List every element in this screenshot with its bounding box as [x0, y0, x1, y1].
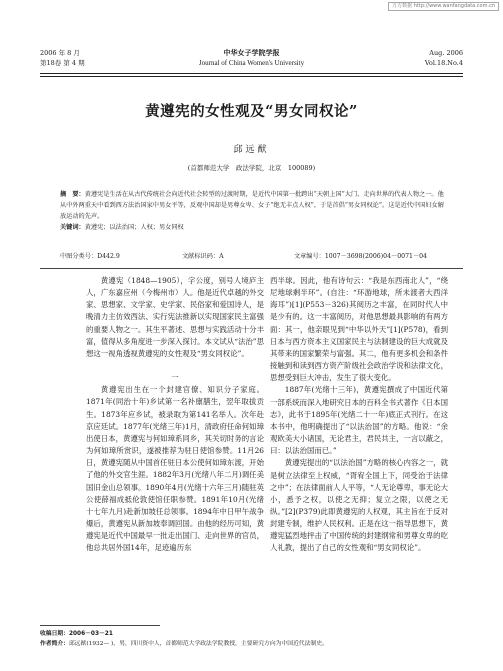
header-date: 2006 年 8 月 [40, 49, 80, 57]
author-affiliation: (首都师范大学 政法学院，北京 100089) [187, 164, 316, 172]
left-column [86, 275, 264, 554]
paper-title: 黄遵宪的女性观及“男女同权论” [145, 103, 358, 120]
clc-number: 中图分类号：D442.9 [60, 253, 120, 260]
right-column [270, 275, 448, 555]
author-bio-text: 邱远猷(1932— )，男，四川资中人，首都师范大学政法学院教授，主要研究方向为中国近代法制史。 [69, 641, 328, 647]
keywords [60, 222, 445, 233]
doc-code: 文献标识码：A [181, 253, 224, 260]
journal-name-cn: 中华女子学院学报 [223, 48, 280, 57]
paragraph: 黄遵宪提出的“以法治国”方略的核心内容之一，就是树立法律至上权威，“胥宥全国上下，同受治于法律之中”；在法律面前人人平等，“人无论尊卑，事无论大小，悉予之权，以使之无抑；复立之限，以使之无纵。”[2](P379)此即黄遵宪的人权观，其主旨在于反对封建专制，维护人民权利。正是在这一指导思想下，黄遵宪猛烈地抨击了中国传统的封建纲常和男尊女卑的吃人礼教，提出了自己的女性观和“男女同权论”。 [270, 458, 448, 553]
classification-line [60, 252, 445, 262]
author-bio [40, 640, 470, 649]
header-volume-en: Vol.18.No.4 [424, 59, 463, 67]
paper-author: 邱远猷 [233, 145, 270, 155]
footnote-rule [40, 625, 160, 626]
received-date: 收稿日期：2006－03－21 [40, 631, 113, 637]
header-rule-thin [40, 76, 463, 77]
abstract [60, 189, 445, 233]
abstract-text: 黄遵宪是生活在从古代传统社会向近代社会转型的过渡时期，是近代中国第一批跨出“天朝上国”大门、走向世界的代表人物之一。他从中外两重天中看到西方法治国家中男女平等，反观中国却是男尊女卑、女子“绝无丰点人权”，于是首倡“男女同权论”。这是近代中国妇女解放运动的先声。 [60, 191, 444, 220]
paragraph: 西半球。因此，他有诗句云：“我是东西南北人”，“绕尼地球剩半环”。(自注：“环游地球，所未渡者大西洋海耳”)[1](P553－326)其阅历之丰富，在同时代人中是少有的。这一丰富阅历，对他思想最具影响的有两方面：其一，他亲眼见到“中华以外天”[1](P578)，看到日本与西方资本主义国家民主与法制建设的巨大成就及其带来的国家繁荣与富强。其二，他有更多机会和条件接触到和读到西方资产阶级社会政治学说和法律文化，思想受到巨大冲击，发生了很大变化。 [270, 276, 448, 383]
paragraph: 黄遵宪（1848—1905），字公度，别号人境庐主人，广东嘉应州（今梅州市）人。他是近代卓越的外交家、思想家、文学家、史学家、民俗家和爱国诗人，是晚清力主仿效西法、实行宪法推新以实现国家民主富强的重要人物之一。其生平著述、思想与实践活动十分丰富，值得从多角度进一步深入探讨。本文试从“法治”思想这一视角透视黄遵宪的女性观及“男女同权论”。 [86, 276, 264, 358]
header-right [425, 48, 463, 68]
keywords-text: 黄遵宪；以法治国；人权；男女同权 [84, 224, 184, 231]
section-rule [40, 268, 463, 269]
watermark: 万方数据 http://www.wanfangdata.com.cn [388, 2, 499, 11]
journal-name-en: Journal of China Women's University [198, 59, 305, 67]
paragraph: 1887年(光绪十三年)，黄遵宪撰成了中国近代第一部系统而深入地研究日本的百科全书式著作《日本国志》，此书于1895年(光绪二十一年)底正式刊行。在这本书中，他明确提出了“以法治国”的方略。他说：“余观欧美大小诸国，无论君主，君民共主，一言以蔽之，曰：以法治国而已。” [270, 385, 448, 456]
header-date-en: Aug. 2006 [429, 49, 463, 57]
keywords-label: 关键词： [60, 224, 85, 231]
author-bio-label: 作者简介： [40, 641, 69, 647]
paragraph: 黄遵宪出生在一个封建官僚、知识分子家庭。1871年(同治十年)乡试第一名补廪膳生，翌年取拔贡生。1873年应乡试，被录取为第141名举人。次年赴京应廷试。1877年(光绪三年)1月，清政府任命何如璋出使日本，黄遵宪与何如璋系同乡，其关切时务的言论为何如璋所赏识，遂被推荐为驻日使馆参赞。11月26日，黄遵宪随从中国首任驻日本公使何如璋东渡，开始了他的外交官生涯。1882年3月(光绪八年二月)调任美国旧金山总领事。1890年4月(光绪十六年三月)随驻英公使薛福成抵伦敦使馆任职参赞。1891年10月(光绪十七年九月)赴新加坡任总领事。1894年中日甲午战争爆后，黄遵宪从新加坡奉调回国。由他的经历可知，黄遵宪是近代中国最早一批走出国门、走向世界的官员，他总共居外国14年，足迹遍历东 [86, 385, 264, 553]
article-number: 文章编号：1007－3698(2006)04－0071－04 [293, 253, 427, 260]
abstract-label: 摘 要： [60, 191, 85, 198]
section-number: 一 [171, 373, 179, 383]
header-rule [40, 73, 463, 74]
header-volume: 第18卷 第 4 期 [40, 59, 85, 67]
